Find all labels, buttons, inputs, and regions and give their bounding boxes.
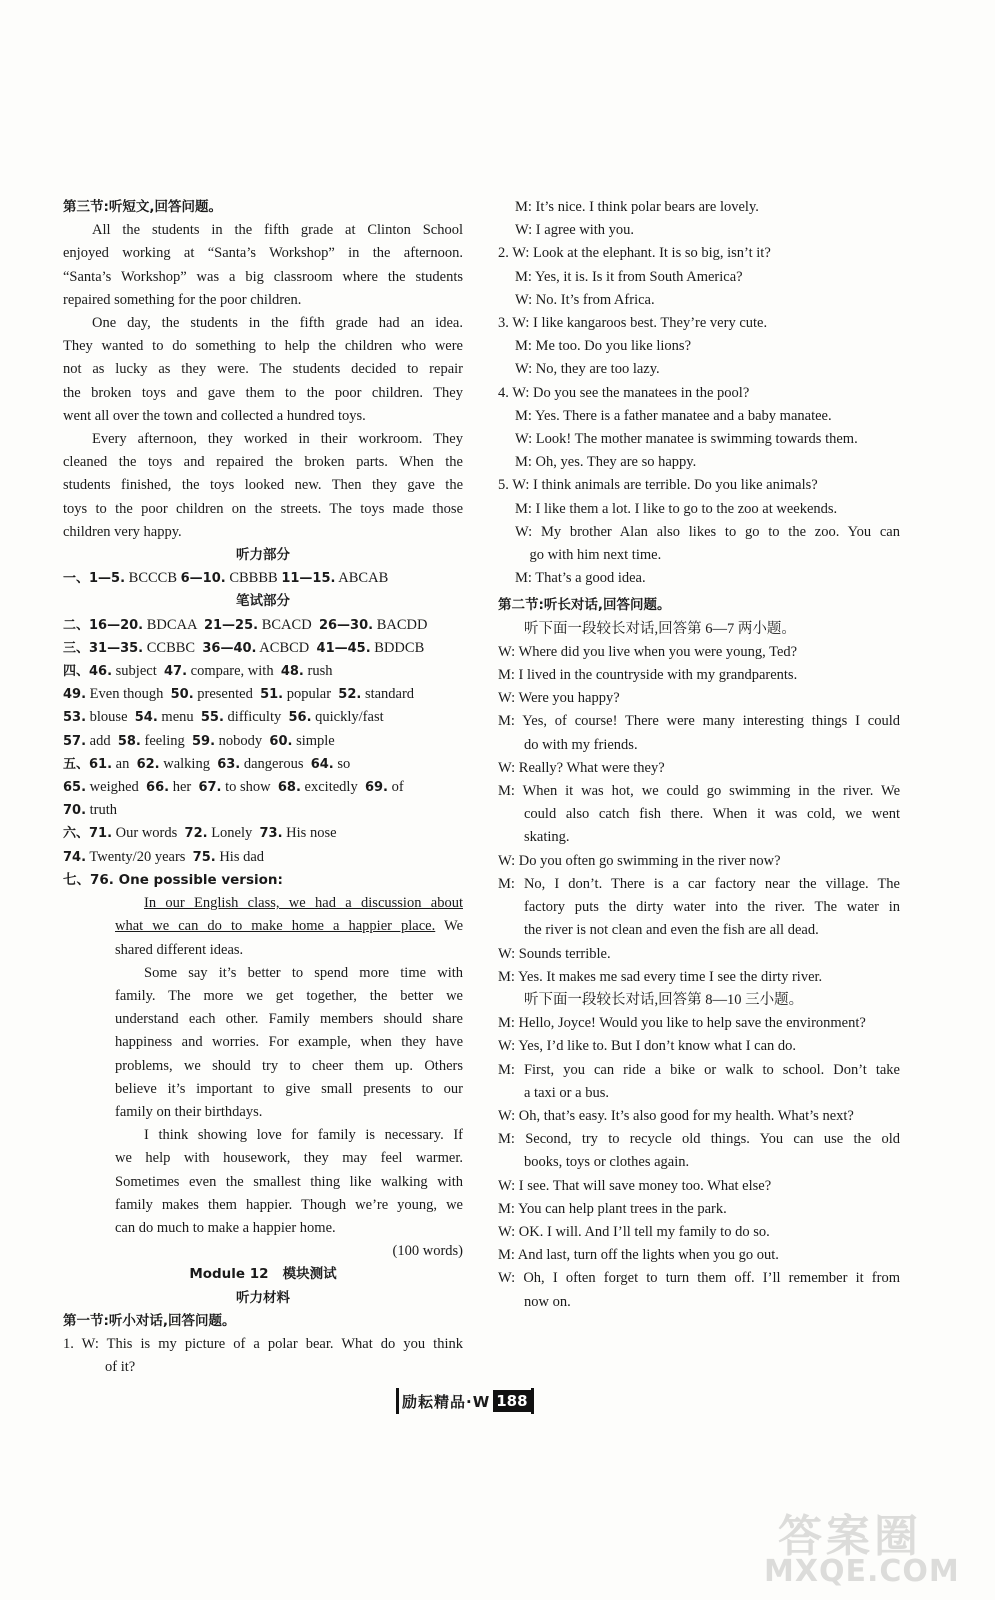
essay-line: problems, we should try to cheer them up. Others — [115, 1057, 463, 1074]
dialogue-line: now on. — [524, 1293, 571, 1310]
left-column — [63, 196, 463, 1379]
answer-number: 66. — [146, 780, 170, 796]
essay-line: can do much to make a happier home. — [115, 1219, 336, 1236]
answer-row — [63, 776, 463, 799]
dialogue-line: W: I agree with you. — [515, 222, 635, 239]
passage-line: “Santa’s Workshop” was a big classroom where the students — [63, 268, 463, 285]
answer-value: nobody — [215, 732, 270, 749]
answer-row — [63, 730, 463, 753]
answer-value: difficulty — [223, 709, 289, 726]
dialogue-line: M: Second, try to recycle old things. You can use the old — [498, 1131, 900, 1148]
answer-value: Lonely — [207, 825, 260, 842]
essay-line: Some say it’s better to spend more time with — [144, 964, 463, 981]
essay-line: family makes them happier. Though we’re young, we — [115, 1196, 463, 1213]
dialogue-line: M: Oh, yes. They are so happy. — [515, 454, 697, 471]
short-dialogues — [498, 196, 900, 590]
section1-title: 第一节:听小对话,回答问题。 — [63, 1312, 236, 1329]
dialogue-line: M: Yes, of course! There were many interesting things I could — [498, 713, 900, 730]
answer-number: 二、16—20. — [63, 617, 144, 633]
answer-row — [63, 822, 463, 845]
answer-row-1: 一、1—5. BCCCB 6—10. CBBBB 11—15. ABCAB — [63, 570, 389, 587]
question-1-line1: 1. W: This is my picture of a polar bear. What do you think — [63, 1335, 463, 1352]
answer-number: 四、46. — [63, 664, 113, 680]
essay-line: In our English class, we had a discussion about — [144, 895, 463, 912]
answer-value: menu — [157, 709, 201, 726]
dialogue-line: W: My brother Alan also likes to go to the zoo. You can — [515, 523, 900, 540]
answer-number: 26—30. — [318, 617, 374, 633]
page-number: 188 — [493, 1390, 530, 1412]
dialogue-line: M: No, I don’t. There is a car factory near the village. The — [498, 875, 900, 892]
answer-row — [63, 706, 463, 729]
answer-number: 67. — [198, 780, 222, 796]
section2-subtitle-2: 听下面一段较长对话,回答第 8—10 三小题。 — [524, 991, 804, 1008]
answer-value: an — [112, 755, 137, 772]
dialogue-line: M: That’s a good idea. — [515, 570, 646, 587]
answer-number: 65. — [63, 780, 87, 796]
dialogue-line: 2. W: Look at the elephant. It is so big, isn’t it? — [498, 245, 771, 262]
answer-number: 50. — [170, 687, 194, 703]
answer-row — [63, 846, 463, 869]
dialogue-line: 5. W: I think animals are terrible. Do you like animals? — [498, 477, 818, 494]
page-footer — [396, 1388, 534, 1414]
answer-value: CCBBC — [143, 639, 203, 656]
dialogue-line: M: When it was hot, we could go swimming in the river. We — [498, 783, 900, 800]
answer-value: feeling — [140, 732, 193, 749]
answer-value: her — [169, 779, 199, 796]
answer-value: simple — [292, 732, 335, 749]
answer-number: 21—25. — [203, 617, 259, 633]
answer-row — [63, 799, 463, 822]
answer-number: 53. — [63, 710, 87, 726]
answer-number: 60. — [269, 733, 293, 749]
answer-value: Our words — [112, 825, 185, 842]
module-title: Module 12 模块测试 — [189, 1266, 337, 1283]
essay-line: shared different ideas. — [115, 941, 244, 958]
dialogue-line: W: Do you often go swimming in the river now? — [498, 852, 781, 869]
answer-number: 57. — [63, 733, 87, 749]
answer-number: 54. — [134, 710, 158, 726]
answer-value: popular — [283, 686, 339, 703]
answer-value: of — [387, 779, 404, 796]
answer-value: weighed — [86, 779, 147, 796]
essay-underlined: what we can do to make home a happier place. — [115, 918, 436, 935]
answer-number: 49. — [63, 687, 87, 703]
footer-bracket-right — [531, 1388, 534, 1414]
answer-number: 55. — [200, 710, 224, 726]
answer-row — [63, 683, 463, 706]
answer-value: BDDCB — [370, 639, 425, 656]
section2-subtitle-1: 听下面一段较长对话,回答第 6—7 两小题。 — [524, 620, 796, 637]
answer-value: presented — [193, 686, 261, 703]
answer-number: 68. — [277, 780, 301, 796]
answer-value: ACBCD — [256, 639, 317, 656]
answer-number: 74. — [63, 849, 87, 865]
answer-number: 63. — [217, 756, 241, 772]
answer-number: 62. — [136, 756, 160, 772]
answer-number: 69. — [364, 780, 388, 796]
dialogue-line: W: Oh, that’s easy. It’s also good for my health. What’s next? — [498, 1107, 854, 1124]
dialogue-line: do with my friends. — [524, 736, 638, 753]
dialogue-line: M: Me too. Do you like lions? — [515, 338, 692, 355]
essay-line: we help with housework, they may feel warmer. — [115, 1150, 463, 1167]
answer-row — [63, 637, 463, 660]
dialogue-line: W: Look! The mother manatee is swimming towards them. — [515, 431, 858, 448]
dialogue-line: a taxi or a bus. — [524, 1084, 609, 1101]
answer-value: dangerous — [240, 755, 311, 772]
answer-value: truth — [86, 802, 118, 819]
essay-line: Sometimes even the smallest thing like walking with — [115, 1173, 463, 1190]
answer-value: BDCAA — [143, 616, 204, 633]
passage-line: One day, the students in the fifth grade had an idea. — [92, 315, 463, 332]
dialogue-line: 4. W: Do you see the manatees in the pool? — [498, 384, 750, 401]
answer-value: BACDD — [373, 616, 428, 633]
dialogue-line: W: I see. That will save money too. What else? — [498, 1177, 772, 1194]
dialogue-line: M: I like them a lot. I like to go to the zoo at weekends. — [515, 500, 838, 517]
answer-value: rush — [303, 663, 333, 680]
answer-row — [63, 660, 463, 683]
footer-brand: 励耘精品·W — [402, 1392, 491, 1411]
right-column — [498, 196, 900, 1314]
essay-line: happiness and worries. For example, when they have — [115, 1034, 463, 1051]
answer-value: excitedly — [300, 779, 365, 796]
long-dialogue-2 — [498, 1012, 900, 1314]
dialogue-line: M: Yes. It makes me sad every time I see the dirty river. — [498, 968, 823, 985]
dialogue-line: W: Really? What were they? — [498, 759, 665, 776]
answer-number: 72. — [184, 826, 208, 842]
answer-number: 73. — [259, 826, 283, 842]
dialogue-line: 3. W: I like kangaroos best. They’re very cute. — [498, 315, 768, 332]
materials-title: 听力材料 — [236, 1289, 290, 1306]
passage-line: not as lucky as they were. The students decided to repair — [63, 361, 463, 378]
answer-rows — [63, 614, 463, 869]
answer-value: His nose — [282, 825, 337, 842]
passage-line: All the students in the fifth grade at Clinton School — [92, 222, 463, 239]
passage-line: They wanted to do something to help the children who were — [63, 338, 463, 355]
answer-number: 52. — [338, 687, 362, 703]
answer-number: 56. — [288, 710, 312, 726]
dialogue-line: W: Oh, I often forget to turn them off. I’ll remember it from — [498, 1270, 900, 1287]
essay-line: family. The more we get together, the better we — [115, 987, 463, 1004]
dialogue-line: factory puts the dirty water into the river. The water in — [524, 899, 900, 916]
essay-line: understand each other. Family members should share — [115, 1011, 463, 1028]
passage-line: children very happy. — [63, 523, 182, 540]
answer-value: Even though — [86, 686, 171, 703]
answer-value: so — [333, 755, 351, 772]
answer-number: 47. — [163, 664, 188, 680]
answer-number: 六、71. — [63, 826, 113, 842]
dialogue-line: W: Were you happy? — [498, 690, 620, 707]
passage-line: went all over the town and collected a hundred toys. — [63, 407, 366, 424]
written-header: 笔试部分 — [236, 593, 290, 610]
dialogue-line: go with him next time. — [515, 547, 662, 564]
dialogue-line: W: Where did you live when you were young, Ted? — [498, 643, 798, 660]
question-1-line2: of it? — [105, 1359, 136, 1376]
dialogue-line: W: No, they are too lazy. — [515, 361, 660, 378]
answer-value: BCACD — [258, 616, 319, 633]
answer-value: blouse — [86, 709, 135, 726]
dialogue-line: M: And last, turn off the lights when you go out. — [498, 1247, 779, 1264]
answer-value: walking — [159, 755, 218, 772]
passage-line: enjoyed working at “Santa’s Workshop” in the afternoon. — [63, 245, 463, 262]
answer-number: 59. — [192, 733, 216, 749]
passage-line: toys to the poor children on the streets. The toys made those — [63, 500, 463, 517]
answer-value: standard — [361, 686, 415, 703]
dialogue-line: could also catch fish there. When it was cold, we went — [524, 806, 900, 823]
dialogue-line: M: Hello, Joyce! Would you like to help save the environment? — [498, 1015, 866, 1032]
answer-number: 41—45. — [316, 640, 371, 656]
dialogue-line: books, toys or clothes again. — [524, 1154, 690, 1171]
essay-header: 七、76. One possible version: — [63, 871, 283, 888]
section2-title: 第二节:听长对话,回答问题。 — [498, 597, 671, 614]
answer-number: 36—40. — [202, 640, 257, 656]
dialogue-line: skating. — [524, 829, 570, 846]
dialogue-line: W: Yes, I’d like to. But I don’t know what I can do. — [498, 1038, 797, 1055]
dialogue-line: M: You can help plant trees in the park. — [498, 1200, 727, 1217]
answer-number: 58. — [117, 733, 141, 749]
listening-header: 听力部分 — [236, 547, 290, 564]
answer-number: 五、61. — [63, 756, 113, 772]
watermark-text: 答案圈 — [778, 1511, 922, 1562]
passage-line: the broken toys and gave them to the poor children. They — [63, 384, 463, 401]
answer-value: His dad — [215, 848, 265, 865]
section3-title: 第三节:听短文,回答问题。 — [63, 199, 223, 215]
dialogue-line: W: No. It’s from Africa. — [515, 291, 655, 308]
answer-value: subject — [112, 663, 164, 680]
long-dialogue-1 — [498, 641, 900, 989]
answer-number: 51. — [260, 687, 284, 703]
passage — [63, 219, 463, 544]
answer-value: add — [86, 732, 118, 749]
word-count: (100 words) — [392, 1243, 463, 1260]
dialogue-line: W: OK. I will. And I’ll tell my family to do so. — [498, 1223, 770, 1240]
answer-number: 75. — [192, 849, 216, 865]
essay — [63, 892, 463, 1240]
answer-value: quickly/fast — [311, 709, 384, 726]
answer-number: 64. — [310, 756, 334, 772]
passage-line: repaired something for the poor children. — [63, 291, 302, 308]
passage-line: cleaned the toys and repaired the broken parts. When the — [63, 454, 463, 471]
answer-number: 48. — [280, 664, 304, 680]
dialogue-line: M: First, you can ride a bike or walk to school. Don’t take — [498, 1061, 900, 1078]
answer-number: 三、31—35. — [63, 640, 144, 656]
dialogue-line: the river is not clean and even the fish are all dead. — [524, 922, 819, 939]
answer-number: 70. — [63, 803, 87, 819]
answer-value: to show — [221, 779, 278, 796]
answer-row — [63, 614, 463, 637]
essay-text: We — [435, 918, 464, 935]
dialogue-line: M: It’s nice. I think polar bears are lovely. — [515, 199, 759, 215]
essay-line — [115, 915, 463, 938]
dialogue-line: M: Yes, it is. Is it from South America? — [515, 268, 743, 285]
watermark-logo — [760, 1500, 985, 1595]
dialogue-line: M: I lived in the countryside with my grandparents. — [498, 667, 798, 684]
essay-line: believe it’s important to give small presents to our — [115, 1080, 463, 1097]
answer-row — [63, 753, 463, 776]
dialogue-line: W: Sounds terrible. — [498, 945, 611, 962]
essay-line: I think showing love for family is necessary. If — [144, 1127, 463, 1144]
watermark-url: MXQE.COM — [764, 1554, 960, 1589]
dialogue-line: M: Yes. There is a father manatee and a baby manatee. — [515, 407, 832, 424]
answer-value: Twenty/20 years — [86, 848, 193, 865]
passage-line: Every afternoon, they worked in their workroom. They — [92, 431, 463, 448]
answer-value: compare, with — [187, 663, 281, 680]
passage-line: students finished, the toys looked new. Then they gave the — [63, 477, 463, 494]
essay-line: family on their birthdays. — [115, 1103, 263, 1120]
